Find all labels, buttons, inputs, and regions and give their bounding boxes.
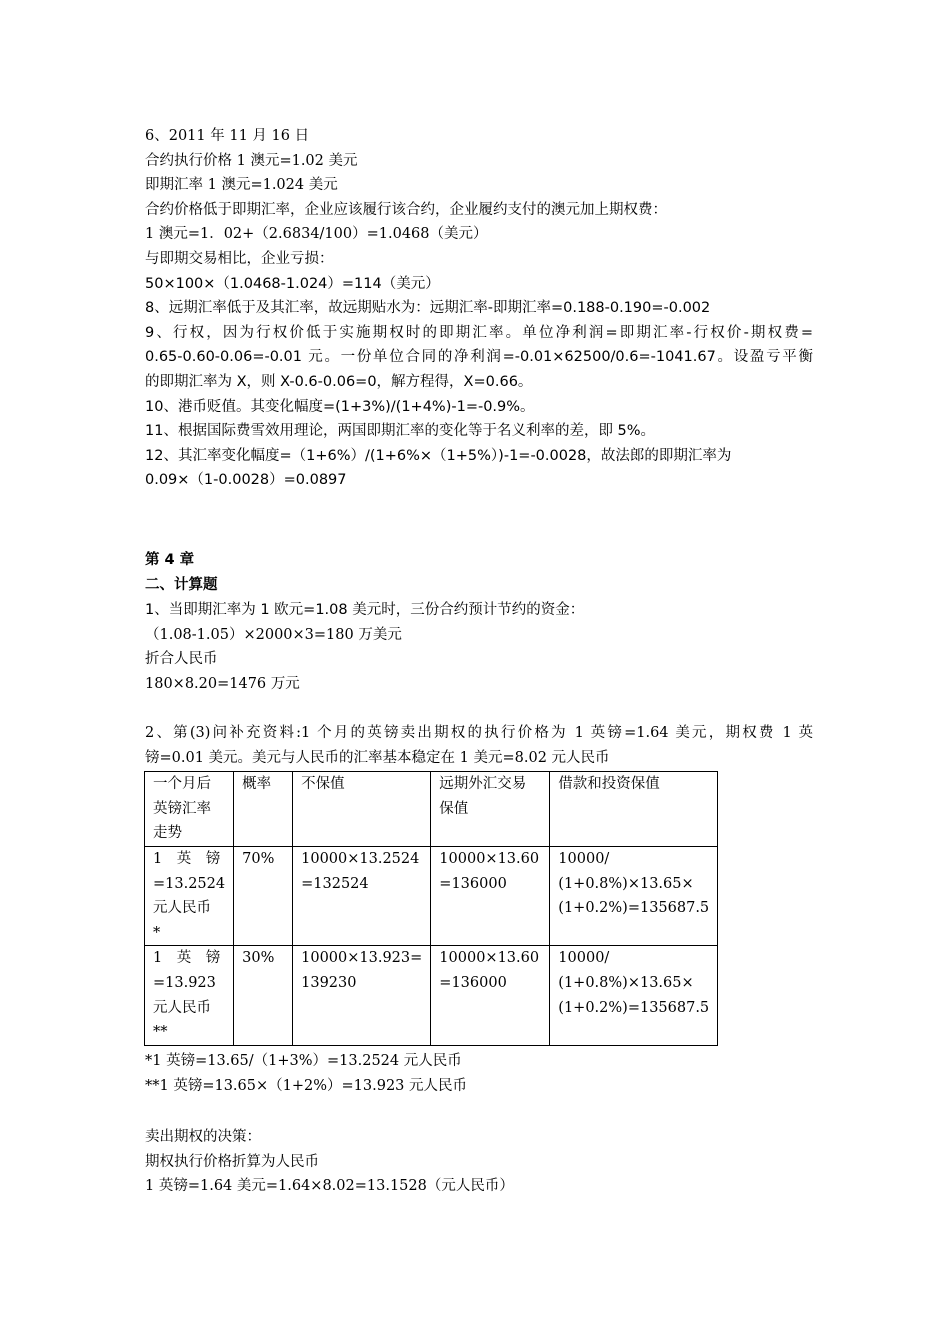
answer-line: 11、根据国际费雪效用理论，两国即期汇率的变化等于名义利率的差，即 5%。 — [145, 423, 656, 440]
header-cell: 不保值 — [293, 772, 431, 847]
table-cell: 30% — [234, 946, 293, 1045]
answer-line: 与即期交易相比，企业亏损： — [145, 250, 334, 267]
table-cell: 10000×13.923= 139230 — [293, 946, 431, 1045]
chapter-title: 第 4 章 — [145, 552, 195, 568]
answer-line: 即期汇率 1 澳元=1.024 美元 — [145, 177, 338, 194]
answer-line: 9、行权，因为行权价低于实施期权时的即期汇率。单位净利润=即期汇率-行权价-期权费= — [145, 324, 813, 341]
note-line: *1 英镑=13.65/（1+3%）=13.2524 元人民币 — [145, 1053, 462, 1069]
answer-line: 的即期汇率为 X，则 X-0.6-0.06=0，解方程得，X=0.66。 — [145, 373, 533, 390]
answer-line: 合约价格低于即期汇率，企业应该履行该合约，企业履约支付的澳元加上期权费： — [145, 201, 667, 218]
header-cell: 借款和投资保值 — [550, 772, 718, 847]
header-cell: 概率 — [234, 772, 293, 847]
question-2 — [145, 721, 813, 770]
table-cell: 10000×13.60 =136000 — [431, 847, 550, 946]
answer-line: 1 英镑=1.64 美元=1.64×8.02=13.1528（元人民币） — [145, 1178, 514, 1195]
answer-line: 12、其汇率变化幅度=（1+6%）/(1+6%×（1+5%）)-1=-0.0028，故法郎的即期汇率为 — [145, 447, 732, 464]
table-cell: 10000/ (1+0.8%)×13.65× (1+0.2%)=135687.5 — [550, 847, 718, 946]
answer-line: 0.09×（1-0.0028）=0.0897 — [145, 472, 347, 489]
answer-line: 180×8.20=1476 万元 — [145, 675, 300, 692]
question-1 — [145, 598, 813, 696]
table-cell: 10000/ (1+0.8%)×13.65× (1+0.2%)=135687.5 — [550, 946, 718, 1045]
table-cell: 1 英 镑 =13.923 元人民币 ** — [145, 946, 234, 1045]
table-cell: 10000×13.60 =136000 — [431, 946, 550, 1045]
answer-line: 镑=0.01 美元。美元与人民币的汇率基本稳定在 1 美元=8.02 元人民币 — [145, 749, 610, 766]
answer-line: 50×100×（1.0468-1.024）=114（美元） — [145, 275, 440, 292]
table-row — [145, 847, 718, 946]
answer-line: 折合人民币 — [145, 651, 218, 668]
answer-line: 8、远期汇率低于及其汇率，故远期贴水为：远期汇率-即期汇率=0.188-0.190=-0.002 — [145, 300, 711, 317]
answer-line: 卖出期权的决策： — [145, 1129, 261, 1145]
table-header-row — [145, 772, 718, 847]
table-cell: 10000×13.2524 =132524 — [293, 847, 431, 946]
answer-line: 2、第(3)问补充资料:1 个月的英镑卖出期权的执行价格为 1 英镑=1.64 美元，期权费 1 英 — [145, 725, 813, 741]
answer-line: 期权执行价格折算为人民币 — [145, 1153, 319, 1170]
note-line: **1 英镑=13.65×（1+2%）=13.923 元人民币 — [145, 1077, 468, 1094]
answer-line: （1.08-1.05）×2000×3=180 万美元 — [145, 626, 402, 643]
header-cell: 一个月后 英镑汇率 走势 — [145, 772, 234, 847]
table-row — [145, 946, 718, 1045]
answer-line: 6、2011 年 11 月 16 日 — [145, 128, 310, 144]
answer-line: 10、港币贬值。其变化幅度=(1+3%)/(1+4%)-1=-0.9%。 — [145, 398, 535, 415]
chapter4-heading — [145, 548, 813, 597]
section-title: 二、计算题 — [145, 576, 218, 593]
answer-line: 1 澳元=1．02+（2.6834/100）=1.0468（美元） — [145, 226, 488, 243]
table-cell: 70% — [234, 847, 293, 946]
header-cell: 远期外汇交易 保值 — [431, 772, 550, 847]
answer-line: 1、当即期汇率为 1 欧元=1.08 美元时，三份合约预计节约的资金： — [145, 602, 585, 618]
table-cell: 1 英 镑 =13.2524 元人民币 * — [145, 847, 234, 946]
answer-line: 合约执行价格 1 澳元=1.02 美元 — [145, 152, 358, 169]
chapter3-answers — [145, 124, 813, 493]
table-notes — [145, 1049, 813, 1098]
option-decision — [145, 1125, 813, 1199]
hedging-table — [144, 771, 718, 1046]
answer-line: 0.65-0.60-0.06=-0.01 元。一份单位合同的净利润=-0.01×62500/0.6=-1041.67。设盈亏平衡 — [145, 349, 813, 366]
